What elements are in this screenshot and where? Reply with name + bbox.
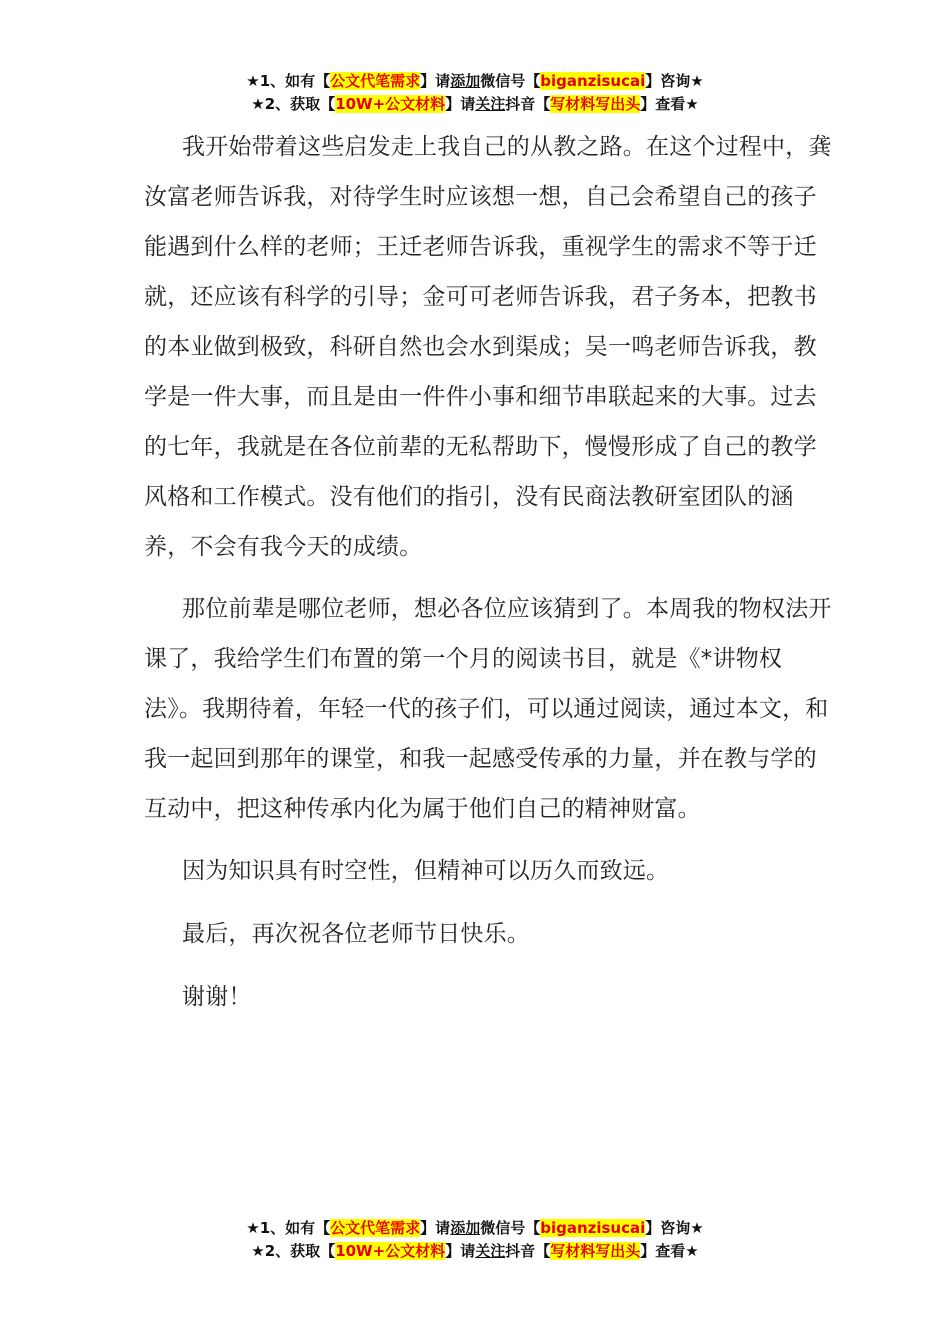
banner-text: ★2、获取【	[251, 95, 336, 113]
banner-highlight-douyin: 写材料写出头	[550, 95, 641, 113]
banner-text: 】请	[420, 72, 451, 90]
banner-text: 】请	[420, 1219, 451, 1237]
banner-underlined: 添加	[450, 1219, 481, 1237]
footer-banner	[0, 1217, 950, 1263]
paragraph: 那位前辈是哪位老师，想必各位应该猜到了。本周我的物权法开课了，我给学生们布置的第一个月的阅读书目，就是《*讲物权法》。我期待着，年轻一代的孩子们，可以通过阅读，通过本文，和我一起回到那年的课堂，和我一起感受传承的力量，并在教与学的互动中，把这种传承内化为属于他们自己的精神财富。	[144, 596, 832, 822]
banner-highlight-wechat: biganzisucai	[540, 72, 646, 90]
banner-text: 】请	[445, 95, 476, 113]
banner-text: 】咨询★	[645, 72, 704, 90]
banner-text: 抖音【	[505, 95, 551, 113]
banner-text: ★2、获取【	[251, 1242, 336, 1260]
banner-text: 】请	[445, 1242, 476, 1260]
banner-text: 】查看★	[640, 95, 699, 113]
banner-text: 微信号【	[480, 1219, 541, 1237]
banner-line-1	[0, 70, 950, 93]
banner-line-2	[0, 93, 950, 116]
banner-line-1	[0, 1217, 950, 1240]
paragraph: 我开始带着这些启发走上我自己的从教之路。在这个过程中，龚汝富老师告诉我，对待学生时应该想一想，自己会希望自己的孩子能遇到什么样的老师；王迁老师告诉我，重视学生的需求不等于迁就，还应该有科学的引导；金可可老师告诉我，君子务本，把教书的本业做到极致，科研自然也会水到渠成；吴一鸣老师告诉我，教学是一件大事，而且是由一件件小事和细节串联起来的大事。过去的七年，我就是在各位前辈的无私帮助下，慢慢形成了自己的教学风格和工作模式。没有他们的指引，没有民商法教研室团队的涵养，不会有我今天的成绩。	[144, 134, 832, 560]
banner-text: ★1、如有【	[246, 1219, 331, 1237]
banner-highlight: 10W+公文材料	[335, 1242, 446, 1260]
banner-text: 抖音【	[505, 1242, 551, 1260]
banner-highlight: 公文代笔需求	[330, 72, 421, 90]
document-body	[144, 122, 834, 1035]
header-banner	[0, 70, 950, 116]
banner-text: 】咨询★	[645, 1219, 704, 1237]
paragraph: 最后，再次祝各位老师节日快乐。	[182, 921, 530, 947]
banner-highlight: 10W+公文材料	[335, 95, 446, 113]
banner-highlight-wechat: biganzisucai	[540, 1219, 646, 1237]
banner-text: 微信号【	[480, 72, 541, 90]
banner-underlined: 关注	[475, 95, 506, 113]
paragraph: 因为知识具有时空性，但精神可以历久而致远。	[182, 858, 670, 884]
banner-text: 】查看★	[640, 1242, 699, 1260]
banner-highlight: 公文代笔需求	[330, 1219, 421, 1237]
banner-underlined: 关注	[475, 1242, 506, 1260]
paragraph: 谢谢！	[182, 984, 252, 1010]
banner-line-2	[0, 1240, 950, 1263]
banner-highlight-douyin: 写材料写出头	[550, 1242, 641, 1260]
banner-underlined: 添加	[450, 72, 481, 90]
banner-text: ★1、如有【	[246, 72, 331, 90]
